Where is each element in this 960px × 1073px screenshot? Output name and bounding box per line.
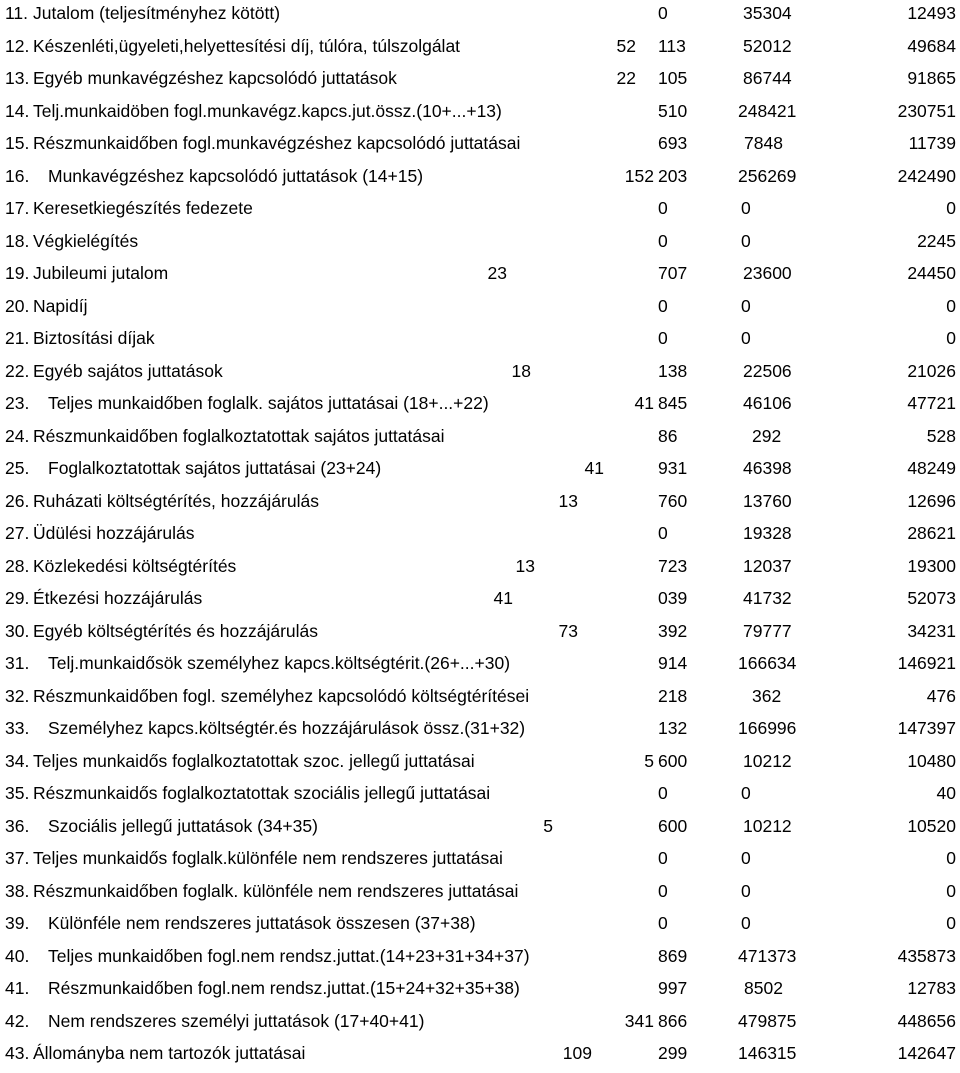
- value-col-b: 0: [658, 523, 668, 543]
- table-row: [0, 163, 960, 196]
- value-col-a: 52: [616, 35, 636, 56]
- row-label: Végkielégítés: [33, 230, 139, 251]
- row-number: 38.: [5, 880, 30, 901]
- row-number: 43.: [5, 1043, 30, 1063]
- table-row: [0, 878, 960, 911]
- value-col-d: 12783: [907, 978, 956, 998]
- table-row: [0, 520, 960, 553]
- row-label: Jutalom (teljesítményhez kötött): [33, 3, 281, 23]
- row-number: 34.: [5, 750, 30, 771]
- value-col-d: 147397: [897, 718, 956, 738]
- value-col-c: 0: [741, 198, 751, 218]
- value-col-b: 105: [658, 68, 688, 88]
- table-row: [0, 98, 960, 131]
- table-row: [0, 0, 960, 33]
- value-col-b: 0: [658, 230, 668, 251]
- row-label: Teljes munkaidős foglalkoztatottak szoc. jellegű juttatásai: [33, 750, 475, 771]
- row-number: 24.: [5, 425, 30, 446]
- value-col-a: 5: [644, 750, 654, 771]
- value-col-d: 242490: [897, 165, 956, 186]
- row-label: Napidíj: [33, 295, 88, 316]
- value-col-b: 707: [658, 263, 688, 283]
- value-col-c: 22506: [743, 360, 792, 381]
- value-col-b: 600: [658, 750, 688, 771]
- row-number: 25.: [5, 458, 30, 478]
- value-col-d: 91865: [907, 68, 956, 88]
- value-col-d: 34231: [907, 620, 956, 641]
- row-number: 21.: [5, 328, 30, 348]
- row-label: Teljes munkaidőben fogl.nem rendsz.juttat.(14+23+31+34+37): [48, 945, 530, 966]
- value-col-c: 86744: [743, 68, 792, 88]
- row-label: Készenléti,ügyeleti,helyettesítési díj, túlóra, túlszolgálat: [33, 35, 461, 56]
- table-row: [0, 650, 960, 683]
- value-col-b: 510: [658, 100, 688, 121]
- value-col-d: 448656: [897, 1010, 956, 1031]
- row-number: 30.: [5, 620, 30, 641]
- value-col-b: 914: [658, 653, 688, 673]
- value-col-a: 41: [493, 588, 513, 608]
- value-col-d: 230751: [897, 100, 956, 121]
- row-label: Részmunkaidőben foglalkoztatottak sajátos juttatásai: [33, 425, 445, 446]
- value-col-c: 52012: [743, 35, 792, 56]
- row-label: Keresetkiegészítés fedezete: [33, 198, 253, 218]
- table-row: [0, 943, 960, 976]
- value-col-a: 22: [616, 68, 636, 88]
- table-row: [0, 195, 960, 228]
- value-col-d: 0: [946, 328, 956, 348]
- value-col-a: 13: [515, 555, 535, 576]
- value-col-c: 12037: [743, 555, 792, 576]
- value-col-b: 760: [658, 490, 688, 511]
- value-col-b: 723: [658, 555, 688, 576]
- row-label: Telj.munkaidősök személyhez kapcs.költségtérit.(26+...+30): [48, 653, 511, 673]
- value-col-c: 46106: [743, 393, 792, 413]
- value-col-c: 0: [741, 295, 751, 316]
- value-col-c: 0: [741, 230, 751, 251]
- value-col-c: 19328: [743, 523, 792, 543]
- value-col-c: 7848: [744, 133, 783, 153]
- row-number: 32.: [5, 685, 30, 706]
- value-col-c: 479875: [738, 1010, 797, 1031]
- value-col-b: 218: [658, 685, 688, 706]
- row-label: Étkezési hozzájárulás: [33, 588, 203, 608]
- value-col-d: 21026: [907, 360, 956, 381]
- row-number: 36.: [5, 815, 30, 836]
- value-col-d: 0: [946, 295, 956, 316]
- row-label: Egyéb munkavégzéshez kapcsolódó juttatások: [33, 68, 397, 88]
- value-col-b: 0: [658, 198, 668, 218]
- table-row: [0, 553, 960, 586]
- value-col-c: 10212: [743, 815, 792, 836]
- value-col-d: 52073: [907, 588, 956, 608]
- row-number: 20.: [5, 295, 30, 316]
- row-label: Közlekedési költségtérítés: [33, 555, 237, 576]
- row-number: 37.: [5, 848, 30, 868]
- row-label: Üdülési hozzájárulás: [33, 523, 195, 543]
- value-col-b: 693: [658, 133, 688, 153]
- table-row: [0, 260, 960, 293]
- row-number: 35.: [5, 783, 30, 803]
- table-row: [0, 423, 960, 456]
- value-col-a: 18: [511, 360, 531, 381]
- table-row: [0, 390, 960, 423]
- table-row: [0, 1008, 960, 1041]
- row-label: Részmunkaidőben fogl. személyhez kapcsolódó költségtérítései: [33, 685, 530, 706]
- row-label: Részmunkaidős foglalkoztatottak szociális jellegű juttatásai: [33, 783, 491, 803]
- row-label: Foglalkoztatottak sajátos juttatásai (23+24): [48, 458, 382, 478]
- row-number: 42.: [5, 1010, 30, 1031]
- row-label: Szociális jellegű juttatások (34+35): [48, 815, 318, 836]
- value-col-b: 869: [658, 945, 688, 966]
- table-row: [0, 65, 960, 98]
- value-col-b: 0: [658, 295, 668, 316]
- value-col-b: 997: [658, 978, 688, 998]
- value-col-c: 248421: [738, 100, 797, 121]
- row-label: Részmunkaidőben fogl.nem rendsz.juttat.(15+24+32+35+38): [48, 978, 520, 998]
- row-label: Személyhez kapcs.költségtér.és hozzájárulások össz.(31+32): [48, 718, 526, 738]
- table-row: [0, 130, 960, 163]
- value-col-c: 8502: [744, 978, 783, 998]
- value-col-a: 23: [487, 263, 507, 283]
- value-col-c: 23600: [743, 263, 792, 283]
- value-col-b: 0: [658, 783, 668, 803]
- row-label: Telj.munkaidöben fogl.munkavégz.kapcs.jut.össz.(10+...+13): [33, 100, 502, 121]
- row-number: 39.: [5, 913, 30, 933]
- value-col-b: 0: [658, 848, 668, 868]
- value-col-b: 132: [658, 718, 688, 738]
- row-label: Állományba nem tartozók juttatásai: [33, 1043, 306, 1063]
- value-col-a: 152: [624, 165, 654, 186]
- value-col-c: 0: [741, 328, 751, 348]
- table-row: [0, 358, 960, 391]
- row-number: 11.: [5, 3, 29, 23]
- value-col-b: 113: [658, 35, 686, 56]
- row-number: 40.: [5, 945, 30, 966]
- value-col-d: 19300: [907, 555, 956, 576]
- value-col-d: 0: [946, 913, 956, 933]
- row-number: 29.: [5, 588, 30, 608]
- value-col-d: 28621: [907, 523, 956, 543]
- row-number: 18.: [5, 230, 30, 251]
- table-row: [0, 715, 960, 748]
- table-row: [0, 845, 960, 878]
- value-col-a: 109: [562, 1043, 592, 1063]
- value-col-d: 24450: [907, 263, 956, 283]
- table-row: [0, 325, 960, 358]
- row-label: Nem rendszeres személyi juttatások (17+40+41): [48, 1010, 425, 1031]
- value-col-a: 13: [558, 490, 578, 511]
- table-row: [0, 910, 960, 943]
- row-number: 26.: [5, 490, 30, 511]
- row-number: 17.: [5, 198, 30, 218]
- value-col-b: 845: [658, 393, 688, 413]
- table-row: [0, 780, 960, 813]
- row-number: 22.: [5, 360, 30, 381]
- value-col-c: 46398: [743, 458, 792, 478]
- value-col-c: 0: [741, 880, 751, 901]
- row-number: 19.: [5, 263, 30, 283]
- value-col-c: 146315: [738, 1043, 797, 1063]
- row-number: 27.: [5, 523, 30, 543]
- row-label: Teljes munkaidőben foglalk. sajátos juttatásai (18+...+22): [48, 393, 489, 413]
- value-col-a: 5: [543, 815, 553, 836]
- table-row: [0, 748, 960, 781]
- value-col-b: 866: [658, 1010, 688, 1031]
- value-col-c: 79777: [743, 620, 792, 641]
- value-col-d: 146921: [897, 653, 956, 673]
- value-col-b: 0: [658, 328, 668, 348]
- value-col-c: 471373: [738, 945, 797, 966]
- row-number: 14.: [5, 100, 30, 121]
- row-label: Jubileumi jutalom: [33, 263, 169, 283]
- value-col-d: 11739: [908, 133, 956, 153]
- row-number: 12.: [5, 35, 30, 56]
- value-col-b: 299: [658, 1043, 688, 1063]
- row-label: Részmunkaidőben fogl.munkavégzéshez kapcsolódó juttatásai: [33, 133, 521, 153]
- row-label: Különféle nem rendszeres juttatások összesen (37+38): [48, 913, 476, 933]
- value-col-d: 528: [926, 425, 956, 446]
- table-row: [0, 683, 960, 716]
- value-col-c: 13760: [743, 490, 792, 511]
- value-col-a: 73: [558, 620, 578, 641]
- value-col-b: 203: [658, 165, 688, 186]
- row-label: Részmunkaidőben foglalk. különféle nem rendszeres juttatásai: [33, 880, 519, 901]
- table-row: [0, 813, 960, 846]
- table-row: [0, 455, 960, 488]
- value-col-d: 49684: [907, 35, 956, 56]
- value-col-c: 166634: [738, 653, 797, 673]
- row-number: 33.: [5, 718, 30, 738]
- value-col-b: 600: [658, 815, 688, 836]
- row-label: Ruházati költségtérítés, hozzájárulás: [33, 490, 319, 511]
- row-label: Munkavégzéshez kapcsolódó juttatások (14+15): [48, 165, 424, 186]
- value-col-a: 341: [624, 1010, 654, 1031]
- value-col-b: 039: [658, 588, 688, 608]
- value-col-b: 392: [658, 620, 688, 641]
- value-col-b: 931: [658, 458, 688, 478]
- row-number: 23.: [5, 393, 30, 413]
- value-col-d: 47721: [907, 393, 956, 413]
- value-col-c: 292: [752, 425, 782, 446]
- row-number: 28.: [5, 555, 30, 576]
- table-row: [0, 228, 960, 261]
- row-number: 16.: [5, 165, 30, 186]
- row-number: 15.: [5, 133, 30, 153]
- table-row: [0, 33, 960, 66]
- row-label: Biztosítási díjak: [33, 328, 155, 348]
- value-col-c: 362: [752, 685, 782, 706]
- value-col-d: 476: [926, 685, 956, 706]
- row-label: Teljes munkaidős foglalk.különféle nem rendszeres juttatásai: [33, 848, 503, 868]
- value-col-c: 256269: [738, 165, 797, 186]
- row-label: Egyéb költségtérítés és hozzájárulás: [33, 620, 319, 641]
- value-col-d: 12696: [907, 490, 956, 511]
- row-number: 41.: [5, 978, 30, 998]
- table-row: [0, 585, 960, 618]
- value-col-a: 41: [634, 393, 654, 413]
- row-number: 13.: [5, 68, 30, 88]
- value-col-c: 0: [741, 913, 751, 933]
- value-col-a: 41: [584, 458, 604, 478]
- value-col-d: 0: [946, 848, 956, 868]
- table-row: [0, 975, 960, 1008]
- row-number: 31.: [5, 653, 30, 673]
- row-label: Egyéb sajátos juttatások: [33, 360, 223, 381]
- value-col-c: 166996: [738, 718, 797, 738]
- value-col-b: 86: [658, 425, 678, 446]
- value-col-c: 35304: [743, 3, 792, 23]
- table-row: [0, 618, 960, 651]
- value-col-d: 10520: [907, 815, 956, 836]
- value-col-d: 0: [946, 198, 956, 218]
- value-col-d: 142647: [897, 1043, 956, 1063]
- value-col-d: 40: [936, 783, 956, 803]
- value-col-d: 10480: [907, 750, 956, 771]
- table-row: [0, 1040, 960, 1073]
- value-col-c: 0: [741, 848, 751, 868]
- value-col-c: 10212: [743, 750, 792, 771]
- value-col-d: 12493: [907, 3, 956, 23]
- value-col-b: 0: [658, 913, 668, 933]
- value-col-d: 48249: [907, 458, 956, 478]
- value-col-d: 435873: [897, 945, 956, 966]
- value-col-c: 0: [741, 783, 751, 803]
- value-col-c: 41732: [743, 588, 792, 608]
- value-col-b: 0: [658, 3, 668, 23]
- value-col-b: 138: [658, 360, 688, 381]
- value-col-b: 0: [658, 880, 668, 901]
- table-row: [0, 293, 960, 326]
- table-row: [0, 488, 960, 521]
- value-col-d: 0: [946, 880, 956, 901]
- value-col-d: 2245: [917, 230, 956, 251]
